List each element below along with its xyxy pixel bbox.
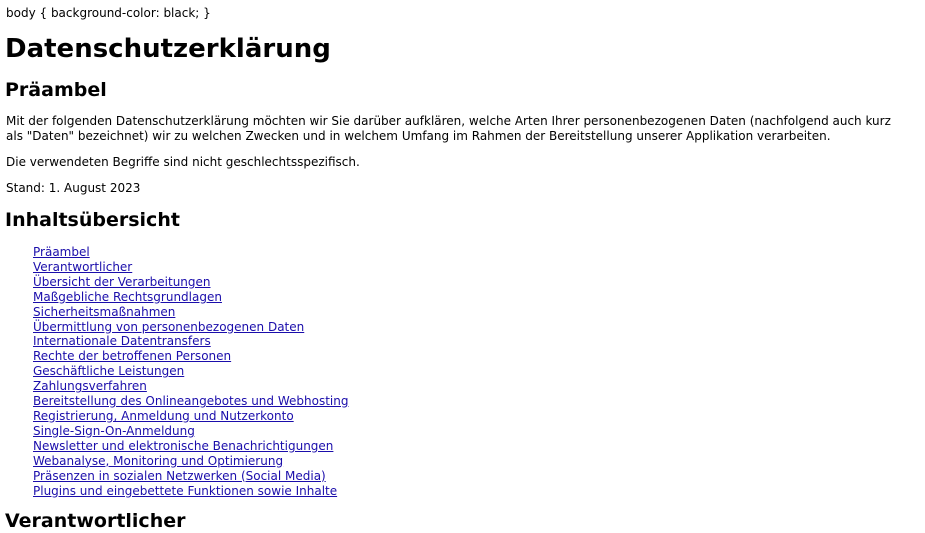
section-heading-praeambel: Präambel [5,79,107,101]
toc-link-webhosting[interactable]: Bereitstellung des Onlineangebotes und Webhosting [33,394,349,409]
toc-item [33,484,348,499]
toc-item [33,290,348,305]
toc-link-sso[interactable]: Single-Sign-On-Anmeldung [33,423,195,438]
toc-link-uebersicht[interactable]: Übersicht der Verarbeitungen [33,274,211,289]
table-of-contents [33,245,348,498]
toc-link-zahlung[interactable]: Zahlungsverfahren [33,379,147,394]
toc-link-verantwortlicher[interactable]: Verantwortlicher [33,259,133,274]
toc-link-rechtsgrundlagen[interactable]: Maßgebliche Rechtsgrundlagen [33,289,222,304]
toc-link-webanalyse[interactable]: Webanalyse, Monitoring und Optimierung [33,453,284,468]
toc-link-sicherheit[interactable]: Sicherheitsmaßnahmen [33,304,176,319]
toc-item [33,260,348,275]
toc-item [33,394,348,409]
toc-item [33,424,348,439]
toc-link-praeambel[interactable]: Präambel [33,245,90,259]
toc-item [33,379,348,394]
toc-item [33,439,348,454]
toc-link-social-media[interactable]: Präsenzen in sozialen Netzwerken (Social Media) [33,468,326,483]
toc-item [33,454,348,469]
toc-link-registrierung[interactable]: Registrierung, Anmeldung und Nutzerkonto [33,408,294,423]
toc-link-datentransfers[interactable]: Internationale Datentransfers [33,334,211,349]
toc-link-plugins[interactable]: Plugins und eingebettete Funktionen sowie Inhalte [33,483,338,498]
toc-item [33,305,348,320]
intro-paragraph: Mit der folgenden Datenschutzerklärung möchten wir Sie darüber aufklären, welche Arten Ihrer personenbezogenen Daten (nachfolgend auch kurz als "Daten" bezeichnet) wir zu welchen Zwecken und in welchem Umfang im Rahmen der Bereitstellung unserer Applikation verarbeiten. [6,114,891,143]
page-title: Datenschutzerklärung [5,34,331,64]
raw-css-text: body { background-color: black; } [6,6,211,20]
toc-link-uebermittlung[interactable]: Übermittlung von personenbezogenen Daten [33,319,305,334]
toc-link-newsletter[interactable]: Newsletter und elektronische Benachrichtigungen [33,438,334,453]
toc-item [33,275,348,290]
section-heading-toc: Inhaltsübersicht [5,209,180,231]
toc-item [33,364,348,379]
toc-item [33,245,348,260]
last-updated: Stand: 1. August 2023 [6,181,141,195]
toc-item [33,409,348,424]
toc-item [33,349,348,364]
toc-item [33,320,348,335]
toc-link-leistungen[interactable]: Geschäftliche Leistungen [33,364,185,379]
toc-item [33,469,348,484]
toc-link-rechte[interactable]: Rechte der betroffenen Personen [33,349,232,364]
terms-note: Die verwendeten Begriffe sind nicht geschlechtsspezifisch. [6,155,360,169]
section-heading-verantwortlicher: Verantwortlicher [5,510,186,532]
toc-item [33,334,348,349]
